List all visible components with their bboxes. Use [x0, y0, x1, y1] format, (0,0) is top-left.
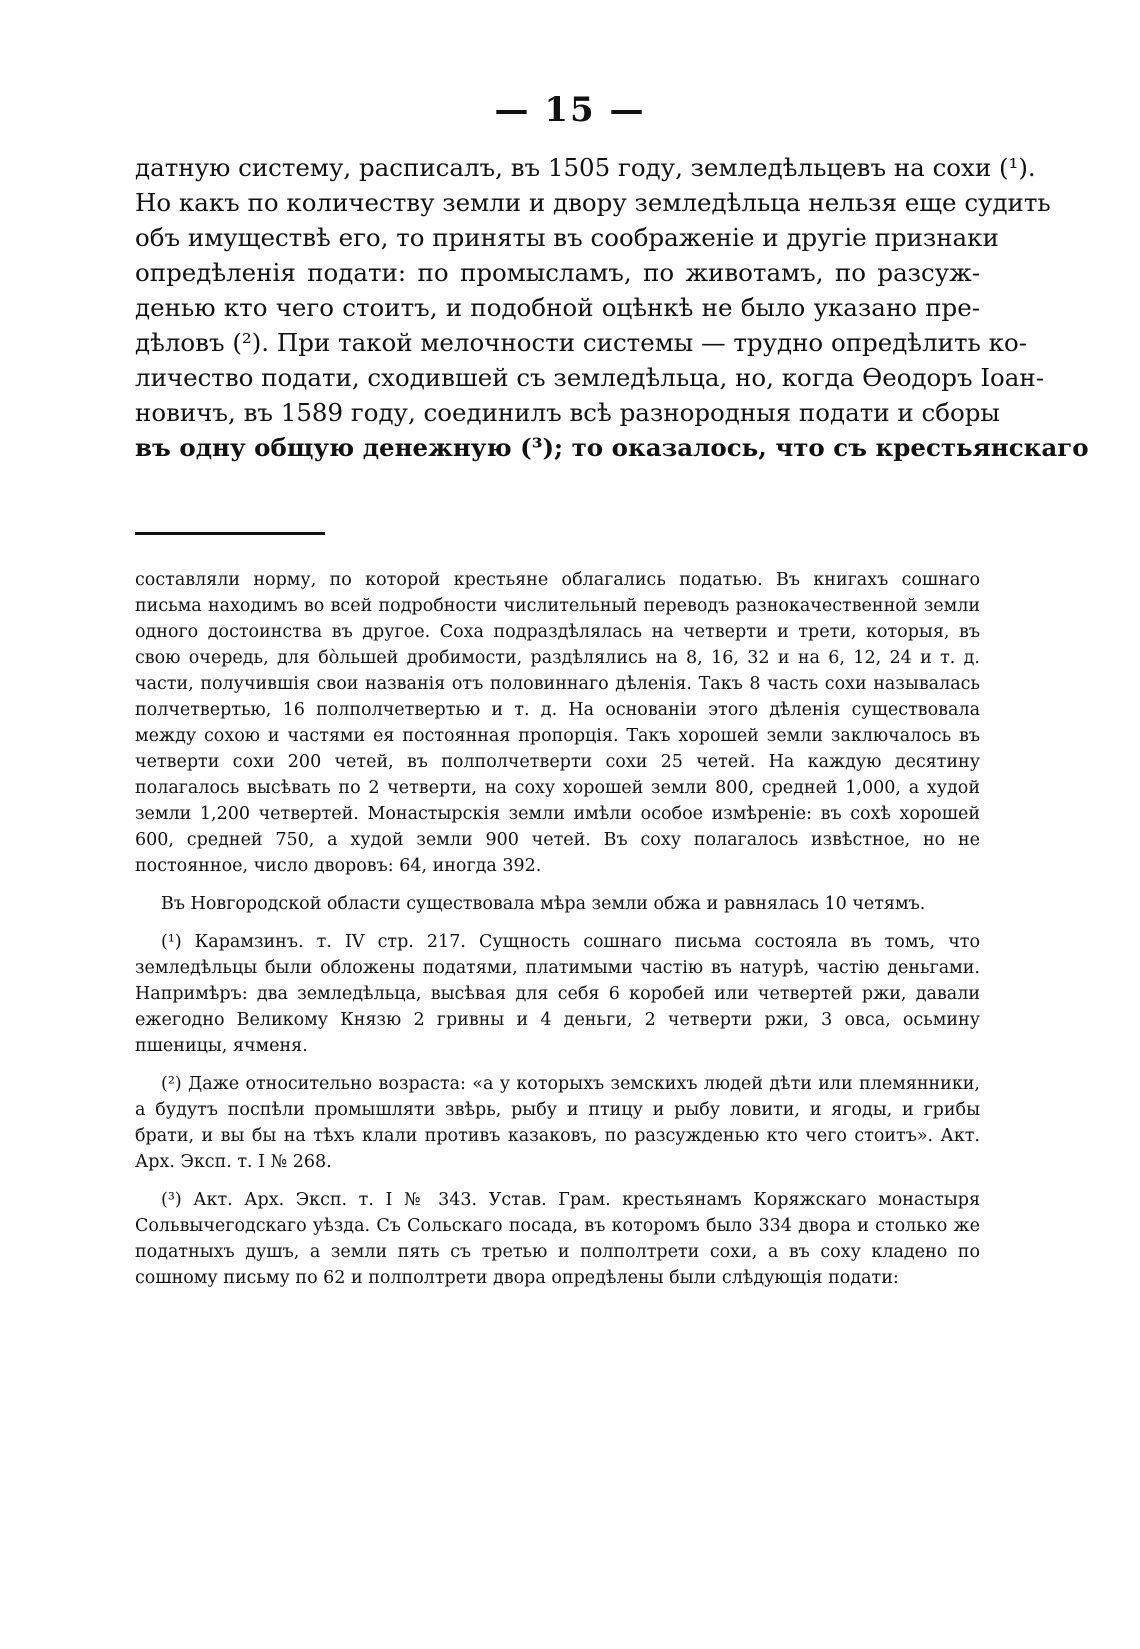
- main-text-line: объ имуществѣ его, то приняты въ соображеніе и другіе признаки: [135, 223, 999, 252]
- main-text-line: личество подати, сходившей съ земледѣльца, но, когда Ѳеодоръ Іоан-: [135, 363, 1045, 392]
- main-text-line: опредѣленія подати: по промысламъ, по животамъ, по разсуж-: [135, 258, 980, 287]
- main-text-line: Но какъ по количеству земли и двору земледѣльца нельзя еще судить: [135, 188, 1051, 217]
- footnote-continuation: составляли норму, по которой крестьяне облагались податью. Въ книгахъ сошнаго письма находимъ во всей подробности числительный переводъ разнокачественной земли одного достоинства въ другое. Соха подраздѣлялась на четверти и трети, которыя, въ свою очередь, для бо̀льшей дробимости, раздѣлялись на 8, 16, 32 и на 6, 12, 24 и т. д. части, получившія свои названія отъ половиннаго дѣленія. Такъ 8 часть сохи называлась полчетвертью, 16 полполчетвертью и т. д. На основаніи этого дѣленія существовала между сохою и частями ея постоянная пропорція. Такъ хорошей земли заключалось въ четверти сохи 200 четей, въ полполчетверти сохи 25 четей. На каждую десятину полагалось высѣвать по 2 четверти, на соху хорошей земли 800, средней 1,000, а худой земли 1,200 четвертей. Монастырскія земли имѣли особое измѣреніе: въ сохѣ хорошей 600, средней 750, а худой земли 900 четей. Въ соху полагалось извѣстное, но не постоянное, число дворовъ: 64, иногда 392.: [135, 570, 980, 876]
- main-text-line: новичъ, въ 1589 году, соединилъ всѣ разнородныя подати и сборы: [135, 398, 1000, 427]
- footnote-divider: [135, 532, 325, 535]
- main-text-line: денью кто чего стоитъ, и подобной оцѣнкѣ не было указано пре-: [135, 293, 980, 322]
- footnote-2: (²) Даже относительно возраста: «а у которыхъ земскихъ людей дѣти или племянники, а будутъ поспѣли промышляти звѣрь, рыбу и птицу и рыбу ловити, и ягоды, и грибы брати, и вы бы на тѣхъ клали противъ казаковъ, по разсужденью кто чего стоитъ». Акт. Арх. Эксп. т. I № 268.: [135, 1074, 980, 1172]
- main-text-line: датную систему, расписалъ, въ 1505 году, земледѣльцевъ на сохи (¹).: [135, 153, 1036, 182]
- page-number: — 15 —: [494, 90, 646, 130]
- main-text: [135, 150, 1089, 465]
- footnotes: [135, 567, 980, 1303]
- footnote-1: (¹) Карамзинъ. т. IV стр. 217. Сущность сошнаго письма состояла въ томъ, что земледѣльцы были обложены податями, платимыми частію въ натурѣ, частію деньгами. Напримѣръ: два земледѣльца, высѣвая для себя 6 коробей или четвертей ржи, давали ежегодно Великому Князю 2 гривны и 4 деньги, 2 четверти ржи, 3 овса, осьмину пшеницы, ячменя.: [135, 932, 980, 1056]
- main-text-line: въ одну общую денежную (³); то оказалось, что съ крестьянскаго: [135, 433, 1089, 462]
- main-text-line: дѣловъ (²). При такой мелочности системы — трудно опредѣлить ко-: [135, 328, 1028, 357]
- footnote-novgorod: Въ Новгородской области существовала мѣра земли обжа и равнялась 10 четямъ.: [161, 894, 926, 914]
- footnote-3: (³) Акт. Арх. Эксп. т. I № 343. Устав. Грам. крестьянамъ Коряжскаго монастыря Сольвычегодскаго уѣзда. Съ Сольскаго посада, въ которомъ было 334 двора и столько же податныхъ душъ, а земли пять съ третью и полполтрети сохи, а въ соху кладено по сошному письму по 62 и полполтрети двора опредѣлены были слѣдующія подати:: [135, 1190, 980, 1288]
